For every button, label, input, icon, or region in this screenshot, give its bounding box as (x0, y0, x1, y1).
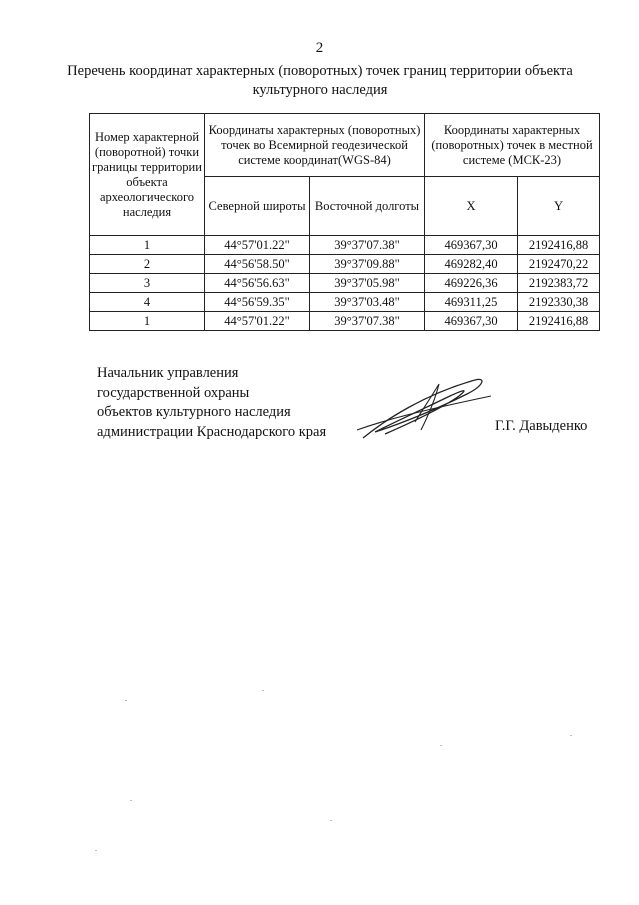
cell-n: 1 (90, 236, 205, 255)
signatory-line: государственной охраны (97, 384, 250, 401)
subheader-longitude: Восточной долготы (310, 177, 425, 236)
cell-lat: 44°56'56.63" (205, 274, 310, 293)
cell-y: 2192470,22 (518, 255, 600, 274)
cell-lat: 44°56'59.35" (205, 293, 310, 312)
table-row (90, 274, 600, 293)
table-row (90, 312, 600, 331)
signatory-position (97, 364, 326, 442)
cell-x: 469226,36 (425, 274, 518, 293)
document-title: Перечень координат характерных (поворотных) точек границ территории объекта культурного наследия (67, 63, 573, 98)
cell-n: 3 (90, 274, 205, 293)
handwritten-signature (355, 372, 495, 447)
cell-lat: 44°57'01.22" (205, 312, 310, 331)
page-number: 2 (315, 40, 324, 56)
signatory-line: Начальник управления (97, 365, 239, 381)
table-header-row (90, 114, 600, 177)
cell-x: 469367,30 (425, 312, 518, 331)
signatory-line: объектов культурного наследия (97, 404, 291, 420)
table-row (90, 255, 600, 274)
header-local-coordinates: Координаты характерных (поворотных) точек в местной системе (МСК-23) (425, 114, 600, 177)
header-point-number: Номер характерной (поворотной) точки границы территории объекта археологического наследия (90, 114, 205, 236)
cell-n: 2 (90, 255, 205, 274)
coordinates-table (89, 113, 600, 331)
cell-x: 469367,30 (425, 236, 518, 255)
cell-y: 2192416,88 (518, 236, 600, 255)
cell-x: 469311,25 (425, 293, 518, 312)
cell-lon: 39°37'07.38" (310, 236, 425, 255)
cell-lat: 44°57'01.22" (205, 236, 310, 255)
signatory-name: Г.Г. Давыденко (495, 418, 588, 434)
signatory-line: администрации Краснодарского края (97, 423, 327, 440)
subheader-x: X (425, 177, 518, 236)
header-wgs-coordinates: Координаты характерных (поворотных) точек во Всемирной геодезической системе координат(WGS-84) (205, 114, 425, 177)
cell-y: 2192383,72 (518, 274, 600, 293)
cell-x: 469282,40 (425, 255, 518, 274)
cell-y: 2192416,88 (518, 312, 600, 331)
cell-lon: 39°37'09.88" (310, 255, 425, 274)
cell-lon: 39°37'03.48" (310, 293, 425, 312)
cell-n: 4 (90, 293, 205, 312)
cell-n: 1 (90, 312, 205, 331)
cell-y: 2192330,38 (518, 293, 600, 312)
cell-lat: 44°56'58.50" (205, 255, 310, 274)
cell-lon: 39°37'05.98" (310, 274, 425, 293)
subheader-latitude: Северной широты (205, 177, 310, 236)
table-row (90, 236, 600, 255)
subheader-y: Y (518, 177, 600, 236)
table-row (90, 293, 600, 312)
cell-lon: 39°37'07.38" (310, 312, 425, 331)
